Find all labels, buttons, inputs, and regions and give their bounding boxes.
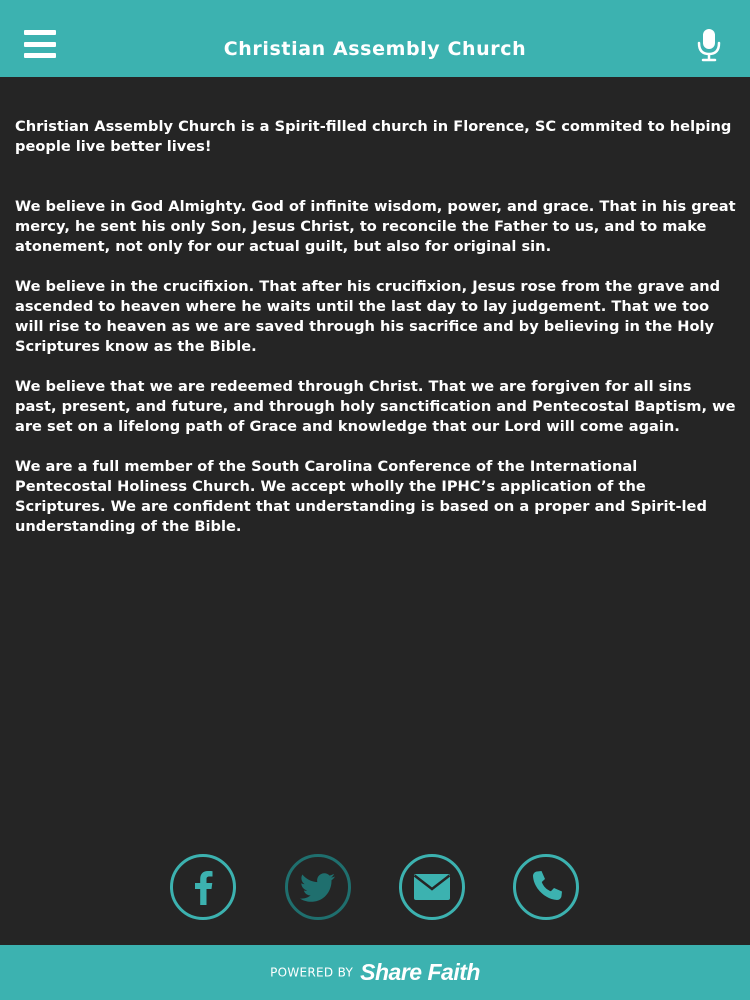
membership-paragraph: We are a full member of the South Carolina Conference of the International Pentecostal Holiness Church. We accept wholly the IPHC’s application of the Scriptures. We are confident that understanding is based on a proper and Spirit-led understanding of the Bible.: [15, 458, 707, 535]
facebook-icon: [173, 857, 233, 917]
page-title: Christian Assembly Church: [223, 38, 527, 60]
twitter-icon: [288, 857, 348, 917]
app-footer: [0, 945, 750, 1000]
belief-crucifixion-paragraph: We believe in the crucifixion. That after his crucifixion, Jesus rose from the grave and ascended to heaven where he waits until the last day to lay judgement. That we too will rise to heaven as we are saved through his sacrifice and by believing in the Holy Scriptures know as the Bible.: [15, 278, 721, 355]
about-content: [15, 117, 737, 557]
intro-paragraph: Christian Assembly Church is a Spirit-filled church in Florence, SC commited to helping people live better lives!: [15, 118, 732, 155]
microphone-icon: [696, 28, 722, 62]
belief-god-paragraph: We believe in God Almighty. God of infinite wisdom, power, and grace. That in his great mercy, he sent his only Son, Jesus Christ, to reconcile the Father to us, and to make atonement, not only for our actual guilt, but also for original sin.: [15, 198, 736, 255]
powered-by-link[interactable]: [0, 959, 750, 986]
twitter-button[interactable]: [285, 854, 351, 920]
phone-button[interactable]: [513, 854, 579, 920]
app-header: [0, 0, 750, 77]
powered-by-label: POWERED BY: [270, 965, 354, 980]
email-button[interactable]: [399, 854, 465, 920]
phone-icon: [516, 857, 576, 917]
email-icon: [402, 857, 462, 917]
facebook-button[interactable]: [170, 854, 236, 920]
sharefaith-logo: Share Faith: [360, 959, 480, 985]
belief-redemption-paragraph: We believe that we are redeemed through Christ. That we are forgiven for all sins past, present, and future, and through holy sanctification and Pentecostal Baptism, we are set on a lifelong path of Grace and knowledge that our Lord will come again.: [15, 378, 736, 435]
microphone-button[interactable]: [696, 28, 722, 62]
